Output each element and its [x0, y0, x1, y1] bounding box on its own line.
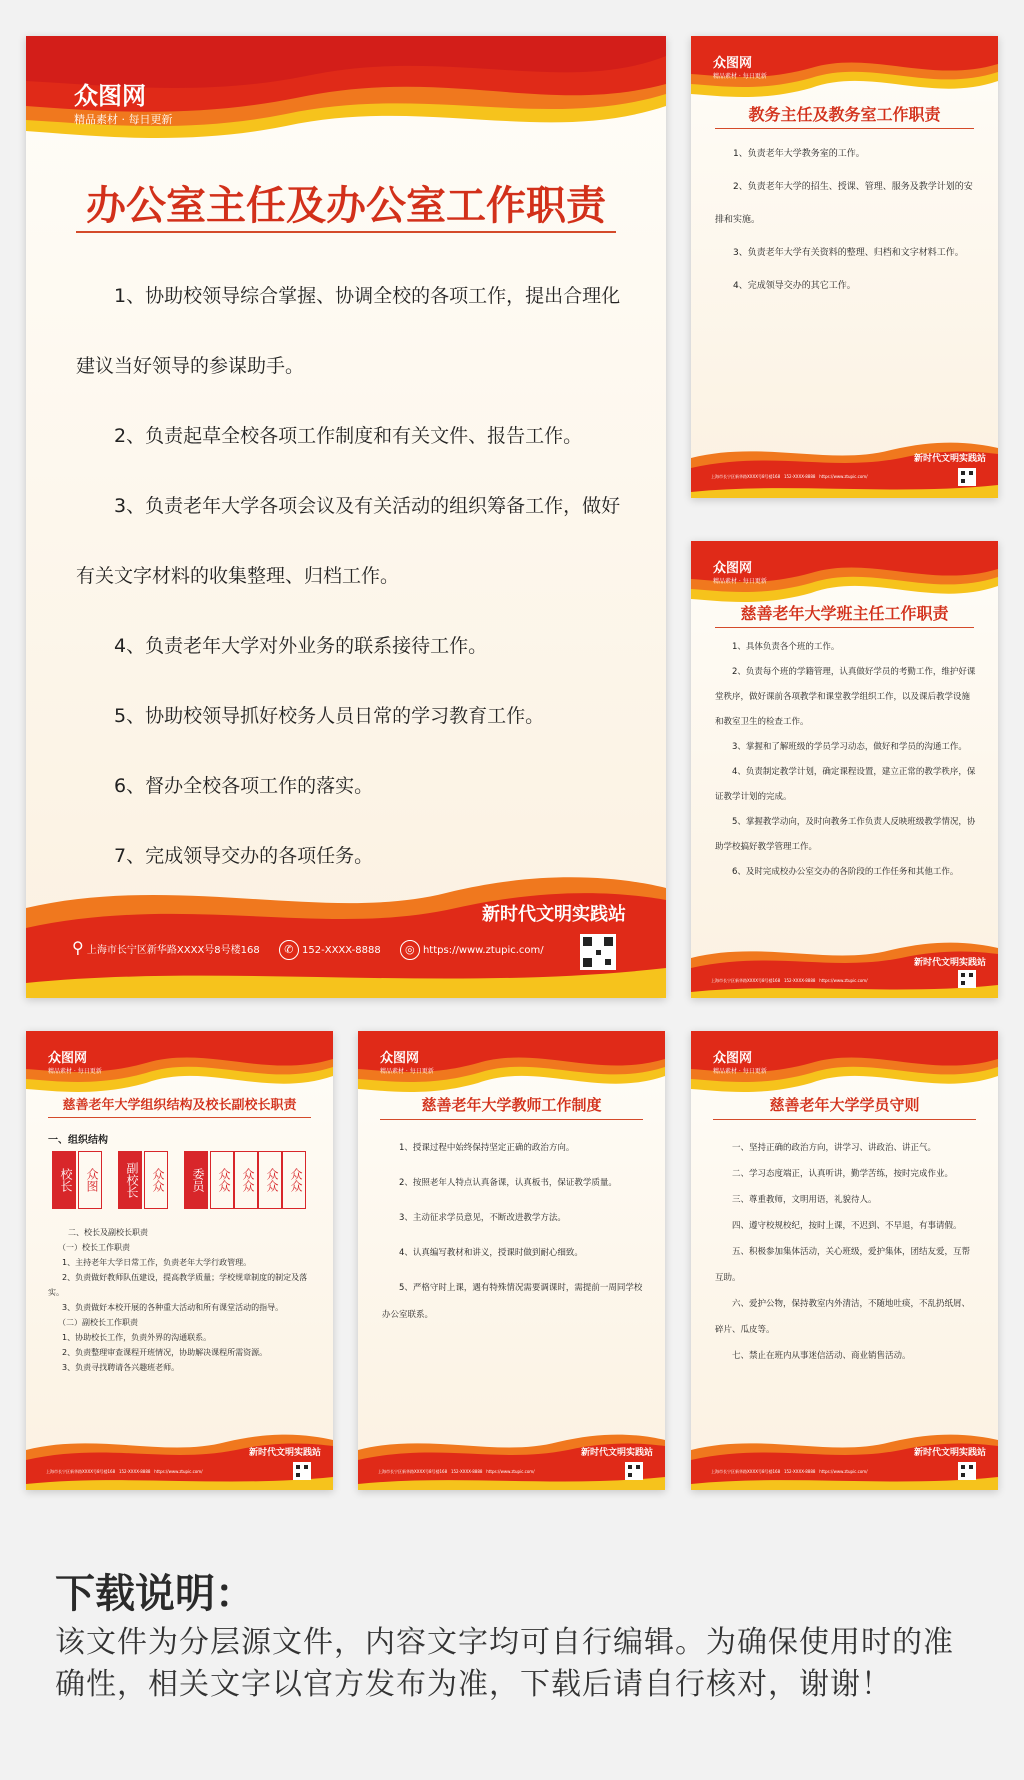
footer-station: 新时代文明实践站 — [913, 1448, 986, 1458]
list-item: 六、爱护公物，保持教室内外清洁，不随地吐痰，不乱扔纸屑、碎片、瓜皮等。 — [715, 1299, 971, 1335]
list-item: 4、完成领导交办的其它工作。 — [733, 281, 856, 291]
list-item: 五、积极参加集体活动，关心班级，爱护集体，团结友爱，互帮互助。 — [715, 1247, 971, 1283]
jiaoshi-list — [382, 1135, 644, 1329]
list-item: 6、及时完成校办公室交办的各阶段的工作任务和其他工作。 — [732, 867, 959, 877]
footer-website: https://www.ztupic.com/ — [422, 945, 544, 956]
section-heading: 一、组织结构 — [48, 1135, 108, 1146]
list-item: 1、协助校长工作，负责外界的沟通联系。 — [62, 1333, 212, 1342]
logo-tagline: 精品素材 · 每日更新 — [713, 1068, 767, 1075]
footer-address: 上海市长宁区新华路XXXX号8号楼168 — [86, 945, 260, 956]
list-item: 2、负责整理审查课程开班情况，协助解决课程所需资源。 — [62, 1348, 268, 1357]
footer-station: 新时代文明实践站 — [248, 1448, 321, 1458]
logo — [713, 52, 767, 80]
org-box: 众众 — [234, 1151, 258, 1209]
list-item: 1、协助校领导综合掌握、协调全校的各项工作，提出合理化建议当好领导的参谋助手。 — [76, 285, 621, 377]
list-item: 1、具体负责各个班的工作。 — [732, 642, 840, 652]
list-item: （一）校长工作职责 — [58, 1243, 130, 1252]
list-item: 6、督办全校各项工作的落实。 — [114, 775, 374, 797]
list-item: 一、坚持正确的政治方向，讲学习、讲政治、讲正气。 — [732, 1143, 937, 1153]
poster-bottom-wave — [26, 868, 666, 998]
footer-phone: 152-XXXX-8888 — [118, 1469, 151, 1474]
footer-info — [711, 474, 868, 480]
poster-title: 慈善老年大学教师工作制度 — [421, 1096, 602, 1114]
poster-jiaowu — [691, 36, 998, 498]
xueyuan-list — [715, 1135, 977, 1369]
download-title: 下载说明： — [55, 1571, 255, 1617]
logo-tagline: 精品素材 · 每日更新 — [713, 73, 767, 80]
list-item: 5、严格守时上课，遇有特殊情况需要调课时，需提前一周同学校办公室联系。 — [382, 1283, 643, 1320]
qr-code — [958, 468, 976, 486]
footer-address: 上海市长宁区新华路XXXX号8号楼168 — [711, 978, 781, 983]
globe-icon: ◎ — [400, 940, 420, 960]
qr-code — [293, 1462, 311, 1480]
poster-bottom-wave — [358, 1430, 665, 1490]
list-item: 4、负责制定教学计划，确定课程设置，建立正常的教学秩序，保证教学计划的完成。 — [715, 767, 976, 802]
footer-info — [72, 938, 544, 960]
footer-website: https://www.ztupic.com/ — [819, 474, 868, 479]
poster-banzhuren — [691, 541, 998, 998]
title-rule — [715, 627, 974, 628]
poster-title: 慈善老年大学组织结构及校长副校长职责 — [62, 1098, 297, 1113]
footer-website: https://www.ztupic.com/ — [486, 1469, 535, 1474]
org-box: 众众 — [282, 1151, 306, 1209]
phone-icon: ✆ — [279, 940, 299, 960]
location-icon: ⚲ — [72, 938, 84, 957]
footer-website: https://www.ztupic.com/ — [154, 1469, 203, 1474]
list-item: 3、负责老年大学有关资料的整理、归档和文字材料工作。 — [733, 248, 964, 258]
footer-website: https://www.ztupic.com/ — [819, 1469, 868, 1474]
footer-phone: 152-XXXX-8888 — [783, 978, 816, 983]
list-item: 2、负责每个班的学籍管理，认真做好学员的考勤工作，维护好课堂秩序，做好课前各项教学和课堂教学组织工作，以及课后教学设施和教室卫生的检查工作。 — [715, 667, 976, 727]
poster-zuzhi — [26, 1031, 333, 1490]
footer-address: 上海市长宁区新华路XXXX号8号楼168 — [378, 1469, 448, 1474]
list-item: 1、负责老年大学教务室的工作。 — [733, 149, 865, 159]
list-item: 四、遵守校规校纪，按时上课，不迟到、不早退，有事请假。 — [732, 1221, 962, 1231]
logo-tagline: 精品素材 · 每日更新 — [713, 578, 767, 585]
footer-info — [46, 1469, 203, 1475]
list-item: 3、主动征求学员意见，不断改进教学方法。 — [399, 1213, 566, 1223]
poster-xueyuan — [691, 1031, 998, 1490]
logo-name: 众图网 — [380, 1051, 420, 1066]
qr-code — [580, 934, 616, 970]
list-item: 二、学习态度端正，认真听讲，勤学苦练，按时完成作业。 — [732, 1169, 954, 1179]
list-item: 二、校长及副校长职责 — [68, 1228, 148, 1237]
footer-address: 上海市长宁区新华路XXXX号8号楼168 — [711, 474, 781, 479]
list-item: 4、负责老年大学对外业务的联系接待工作。 — [114, 635, 488, 657]
poster-bottom-wave — [26, 1430, 333, 1490]
poster-jiaoshi — [358, 1031, 665, 1490]
logo-tagline: 精品素材 · 每日更新 — [48, 1068, 102, 1075]
poster-bottom-wave — [691, 938, 998, 998]
list-item: 2、负责老年大学的招生、授课、管理、服务及教学计划的安排和实施。 — [715, 182, 973, 225]
poster-bottom-wave — [691, 1430, 998, 1490]
list-item: 1、授课过程中始终保持坚定正确的政治方向。 — [399, 1143, 575, 1153]
logo — [48, 1047, 102, 1075]
list-item: 4、认真编写教材和讲义，授课时做到耐心细致。 — [399, 1248, 583, 1258]
logo-tagline: 精品素材 · 每日更新 — [380, 1068, 434, 1075]
page-title: 办公室主任及办公室工作职责 — [86, 182, 606, 229]
list-item: 7、完成领导交办的各项任务。 — [114, 845, 374, 867]
jiaowu-list — [715, 138, 977, 303]
footer-website: https://www.ztupic.com/ — [819, 978, 868, 983]
org-box: 众众 — [258, 1151, 282, 1209]
title-rule — [76, 231, 616, 233]
footer-address: 上海市长宁区新华路XXXX号8号楼168 — [46, 1469, 116, 1474]
list-item: （二）副校长工作职责 — [58, 1318, 138, 1327]
logo — [74, 76, 173, 127]
qr-code — [625, 1462, 643, 1480]
footer-info — [711, 1469, 868, 1475]
main-list — [76, 261, 631, 891]
list-item: 3、负责老年大学各项会议及有关活动的组织筹备工作，做好有关文字材料的收集整理、归档工作。 — [76, 495, 621, 587]
poster-title: 慈善老年大学班主任工作职责 — [740, 604, 949, 623]
footer-station: 新时代文明实践站 — [580, 1448, 653, 1458]
list-item: 5、协助校领导抓好校务人员日常的学习教育工作。 — [114, 705, 545, 727]
banzhuren-list — [715, 635, 977, 885]
footer-station: 新时代文明实践站 — [482, 904, 626, 925]
footer-station: 新时代文明实践站 — [913, 958, 986, 968]
footer-phone: 152-XXXX-8888 — [302, 945, 381, 956]
title-rule — [713, 1119, 976, 1120]
title-rule — [380, 1119, 643, 1120]
org-box: 众图 — [78, 1151, 102, 1209]
org-box: 副校长 — [118, 1151, 142, 1209]
logo-tagline: 精品素材 · 每日更新 — [74, 113, 173, 126]
qr-code — [958, 1462, 976, 1480]
list-item: 七、禁止在班内从事迷信活动、商业销售活动。 — [732, 1351, 911, 1361]
footer-info — [378, 1469, 535, 1475]
qr-code — [958, 970, 976, 988]
poster-title: 教务主任及教务室工作职责 — [748, 105, 941, 124]
footer-phone: 152-XXXX-8888 — [783, 1469, 816, 1474]
org-box: 众众 — [144, 1151, 168, 1209]
list-item: 3、负责寻找聘请各兴趣班老师。 — [62, 1363, 180, 1372]
poster-main — [26, 36, 666, 998]
footer-phone: 152-XXXX-8888 — [783, 474, 816, 479]
logo — [713, 1047, 767, 1075]
org-box: 众众 — [210, 1151, 234, 1209]
list-item: 2、按照老年人特点认真备课，认真板书，保证教学质量。 — [399, 1178, 617, 1188]
logo-name: 众图网 — [713, 1051, 753, 1066]
footer-info — [711, 978, 868, 984]
logo-name: 众图网 — [74, 82, 146, 110]
list-item: 5、掌握教学动向，及时向教务工作负责人反映班级教学情况，协助学校搞好教学管理工作。 — [715, 817, 976, 852]
footer-phone: 152-XXXX-8888 — [450, 1469, 483, 1474]
logo-name: 众图网 — [713, 56, 753, 71]
logo-name: 众图网 — [48, 1051, 88, 1066]
list-item: 2、负责做好教师队伍建设，提高教学质量；学校规章制度的制定及落实。 — [48, 1273, 308, 1297]
zuzhi-list — [48, 1225, 312, 1375]
list-item: 三、尊重教师，文明用语，礼貌待人。 — [732, 1195, 877, 1205]
logo — [380, 1047, 434, 1075]
org-box: 校长 — [52, 1151, 76, 1209]
list-item: 3、掌握和了解班级的学员学习动态，做好和学员的沟通工作。 — [732, 742, 967, 752]
footer-station: 新时代文明实践站 — [913, 454, 986, 464]
org-box: 委员 — [184, 1151, 208, 1209]
download-text: 该文件为分层源文件，内容文字均可自行编辑。为确保使用时的准确性，相关文字以官方发布为准，下载后请自行核对，谢谢！ — [55, 1625, 954, 1702]
logo — [713, 557, 767, 585]
list-item: 2、负责起草全校各项工作制度和有关文件、报告工作。 — [114, 425, 583, 447]
list-item: 3、负责做好本校开展的各种重大活动和所有课堂活动的指导。 — [62, 1303, 284, 1312]
poster-title: 慈善老年大学学员守则 — [769, 1096, 920, 1114]
footer-address: 上海市长宁区新华路XXXX号8号楼168 — [711, 1469, 781, 1474]
poster-bottom-wave — [691, 438, 998, 498]
title-rule — [715, 128, 974, 129]
list-item: 1、主持老年大学日常工作，负责老年大学行政管理。 — [62, 1258, 252, 1267]
logo-name: 众图网 — [713, 561, 753, 576]
title-rule — [48, 1117, 311, 1118]
